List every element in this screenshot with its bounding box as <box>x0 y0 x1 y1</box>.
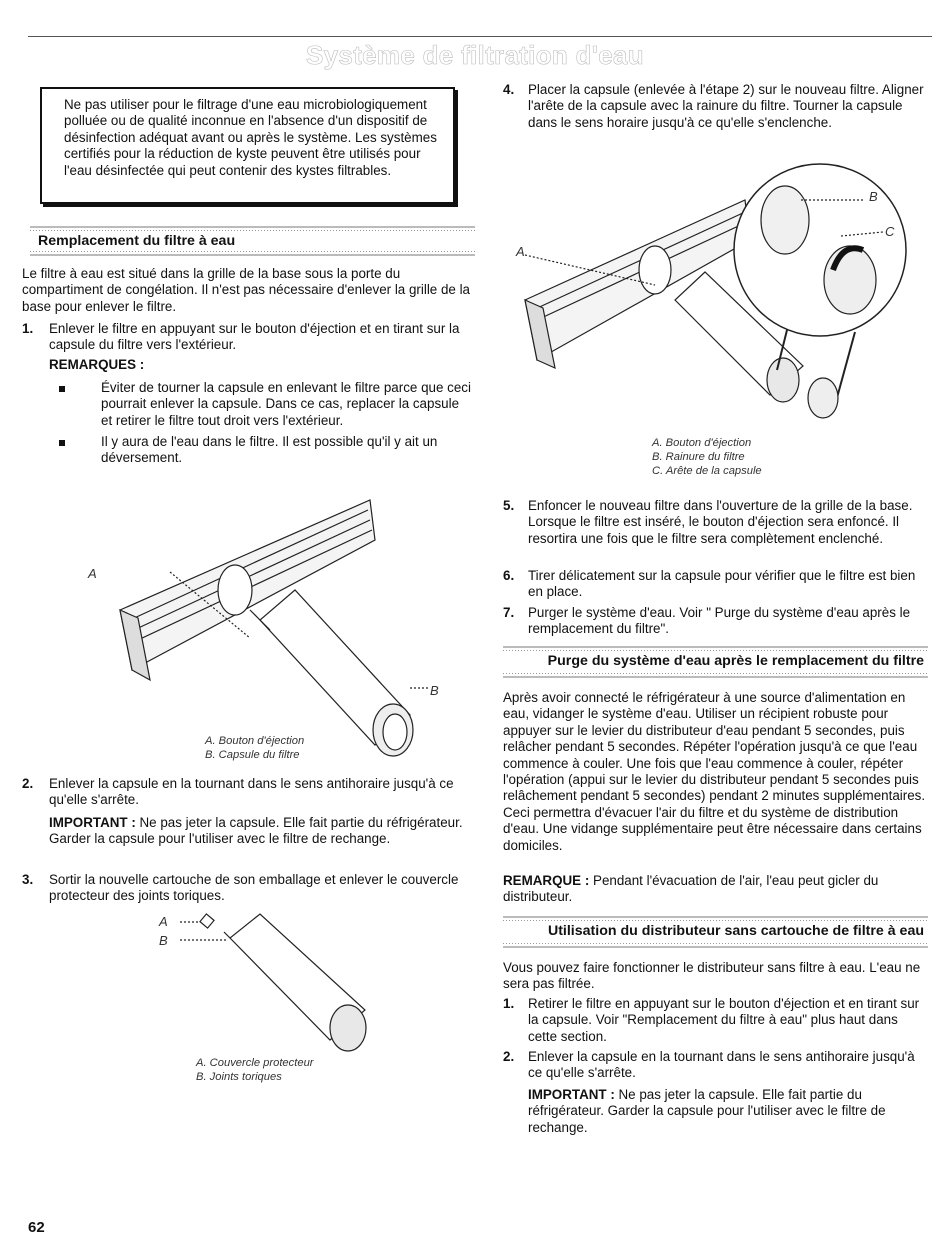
fig1-label-b: B <box>430 683 439 698</box>
step-6-text: Tirer délicatement sur la capsule pour vérifier que le filtre est bien en place. <box>528 568 916 600</box>
warning-text: Ne pas utiliser pour le filtrage d'une eau microbiologiquement polluée ou de qualité inconnue en l'absence d'un dispositif de désinfection adéquat avant ou après le système. Les systèmes certifiés pour la réduction de kyste peuvent être utilisés pour l'eau désinfectée qui peut contenir des kystes filtrables. <box>64 97 437 178</box>
fig2-label-b: B <box>159 933 168 948</box>
step-1-number: 1. <box>22 321 34 336</box>
page-number: 62 <box>28 1219 45 1236</box>
fig1-caption <box>205 734 304 762</box>
figure-filter-removal <box>110 480 450 730</box>
fig3-caption-a: A. Bouton d'éjection <box>652 437 752 449</box>
no-filter-important <box>528 1087 928 1136</box>
fig2-caption-b: B. Joints toriques <box>196 1071 282 1083</box>
step-6-number: 6. <box>503 568 515 583</box>
fig2-caption-a: A. Couvercle protecteur <box>196 1057 314 1069</box>
fig3-caption-b: B. Rainure du filtre <box>652 451 745 463</box>
step-5-number: 5. <box>503 498 515 513</box>
no-filter-step-1-number: 1. <box>503 996 515 1011</box>
purge-body: Après avoir connecté le réfrigérateur à une source d'alimentation en eau, vidanger le système d'eau. Utiliser un récipient robuste pour appuyer sur le levier du distributeur d'eau pendant 5 secondes, puis relâcher pendant 5 secondes. Répéter l'opération jusqu'à ce que l'eau commence à couler. Une fois que l'eau commence à couler, répéter l'opération (appui sur le levier du distributeur pendant 5 secondes puis relâchement pendant 5 secondes) pendant 2 minutes supplémentaires. Ceci permettra d'évacuer l'air du filtre et du système de distribution d'eau. Une vidange supplémentaire peut être nécessaire dans certains domiciles. <box>503 690 926 853</box>
step-3-text: Sortir la nouvelle cartouche de son emballage et enlever le couvercle protecteur des joints toriques. <box>49 872 459 904</box>
no-filter-important-text: Ne pas jeter la capsule. Elle fait partie du réfrigérateur. Garder la capsule pour l'utiliser avec le filtre de rechange. <box>528 1087 886 1135</box>
step-2-text: Enlever la capsule en la tournant dans le sens antihoraire jusqu'à ce qu'elle s'arrête. <box>49 776 454 808</box>
step-7-number: 7. <box>503 605 515 620</box>
warning-box <box>40 87 455 204</box>
step-1-text: Enlever le filtre en appuyant sur le bouton d'éjection et en tirant sur la capsule du filtre vers l'extérieur. <box>49 321 460 353</box>
fig1-caption-b: B. Capsule du filtre <box>205 749 300 761</box>
fig2-caption <box>196 1056 314 1084</box>
bullet-marker <box>59 386 65 392</box>
no-filter-step-2-number: 2. <box>503 1049 515 1064</box>
section-heading-replace <box>30 226 475 256</box>
step-7-text: Purger le système d'eau. Voir " Purge du système d'eau après le remplacement du filtre". <box>528 605 911 637</box>
fig3-caption-c: C. Arête de la capsule <box>652 465 762 477</box>
remarks-label: REMARQUES : <box>49 357 145 372</box>
no-filter-step-2-text: Enlever la capsule en la tournant dans le sens antihoraire jusqu'à ce qu'elle s'arrête. <box>528 1049 915 1081</box>
section-heading-purge-text: Purge du système d'eau après le remplacement du filtre <box>547 653 924 669</box>
remark-bullet-1: Éviter de tourner la capsule en enlevant le filtre parce que ceci pourrait enlever la capsule. Dans ce cas, replacer la capsule et retirer le filtre tout droit vers l'extérieur. <box>101 380 471 428</box>
no-filter-important-label: IMPORTANT : <box>528 1087 615 1102</box>
fig3-label-b: B <box>869 189 878 204</box>
top-rule <box>28 36 932 37</box>
step-5-text: Enfoncer le nouveau filtre dans l'ouverture de la grille de la base. Lorsque le filtre est inséré, le bouton d'éjection sera enfoncé. Il resortira une fois que le filtre sera complètement enclenché. <box>528 498 913 546</box>
section-heading-purge <box>503 646 928 678</box>
fig1-label-a: A <box>88 566 97 581</box>
step-4-text: Placer la capsule (enlevée à l'étape 2) sur le nouveau filtre. Aligner l'arête de la capsule avec la rainure du filtre. Tourner la capsule dans le sens horaire jusqu'à ce qu'elle s'enclenche. <box>528 82 924 130</box>
purge-remark-label: REMARQUE : <box>503 873 590 888</box>
purge-remark-text: Pendant l'évacuation de l'air, l'eau peut gicler du distributeur. <box>503 873 879 905</box>
fig1-caption-a: A. Bouton d'éjection <box>205 735 305 747</box>
figure-cap-install <box>515 160 915 430</box>
bullet-marker <box>59 440 65 446</box>
fig3-label-a: A <box>516 244 525 259</box>
section-heading-no-filter-text: Utilisation du distributeur sans cartouche de filtre à eau <box>547 923 924 939</box>
important-label: IMPORTANT : <box>49 815 136 830</box>
replace-intro: Le filtre à eau est situé dans la grille de la base sous la porte du compartiment de congélation. Il n'est pas nécessaire d'enlever la grille de la base pour enlever le filtre. <box>22 266 470 314</box>
step-3-number: 3. <box>22 872 34 887</box>
page-title: Système de filtration d'eau <box>306 40 644 70</box>
section-heading-replace-text: Remplacement du filtre à eau <box>38 233 236 249</box>
step-2-number: 2. <box>22 776 34 791</box>
section-heading-no-filter <box>503 916 928 948</box>
step-4-number: 4. <box>503 82 515 97</box>
no-filter-intro: Vous pouvez faire fonctionner le distributeur sans filtre à eau. L'eau ne sera pas filtrée. <box>503 960 921 992</box>
step-2-important <box>49 815 469 848</box>
important-text: Ne pas jeter la capsule. Elle fait partie du réfrigérateur. Garder la capsule pour l'utiliser avec le filtre de rechange. <box>49 815 463 847</box>
fig3-caption <box>652 436 762 478</box>
fig3-label-c: C <box>885 224 895 239</box>
fig2-label-a: A <box>159 914 168 929</box>
remark-bullet-2: Il y aura de l'eau dans le filtre. Il est possible qu'il y ait un déversement. <box>101 434 438 466</box>
no-filter-step-1-text: Retirer le filtre en appuyant sur le bouton d'éjection et en tirant sur la capsule. Voir "Remplacement du filtre à eau" plus haut dans cette section. <box>528 996 920 1044</box>
purge-remark <box>503 873 928 906</box>
figure-new-cartridge <box>180 910 380 1060</box>
